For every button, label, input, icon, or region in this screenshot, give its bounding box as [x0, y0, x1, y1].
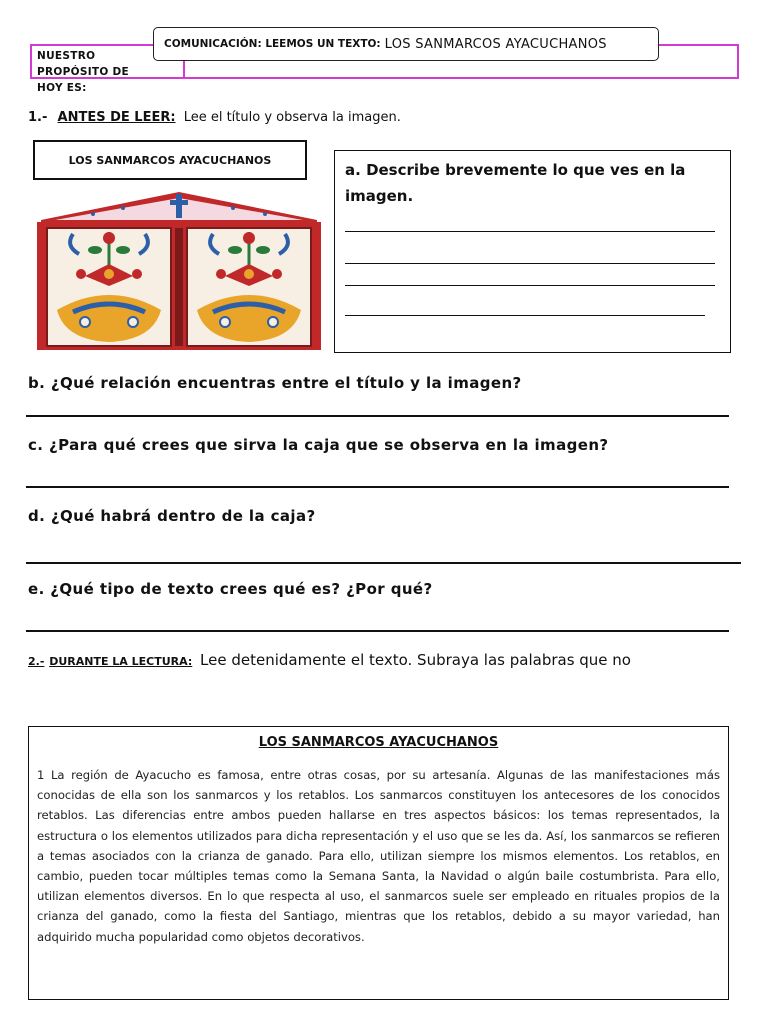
question-d-text: ¿Qué habrá dentro de la caja? — [50, 507, 316, 525]
question-d — [28, 507, 316, 525]
question-a-box — [334, 150, 731, 353]
topic-prefix: COMUNICACIÓN: LEEMOS UN TEXTO: — [164, 38, 381, 50]
answer-line-a3[interactable] — [345, 285, 715, 286]
retablo-right-door — [187, 228, 311, 346]
topic-box — [153, 27, 659, 61]
answer-line-a1[interactable] — [345, 231, 715, 232]
retablo-image — [33, 192, 325, 352]
section1-number: 1.- — [28, 110, 48, 125]
section2-text: Lee detenidamente el texto. Subraya las palabras que no — [200, 651, 631, 669]
question-c-letter: c. — [28, 436, 44, 454]
retablo-left-door — [47, 228, 171, 346]
retablo-cross — [176, 194, 182, 218]
purpose-label: NUESTRO PROPÓSITO DE HOY ES: — [37, 50, 130, 94]
section2-instruction — [28, 651, 631, 669]
section2-number: 2.- — [28, 655, 45, 668]
answer-line-e[interactable] — [26, 630, 729, 632]
answer-line-c[interactable] — [26, 486, 729, 488]
reading-body: 1 La región de Ayacucho es famosa, entre otras cosas, por su artesanía. Algunas de las manifestaciones más conocidas de ella son los sanmarcos y los retablos. Los sanmarcos constituyen los antecesores de los conocidos retablos. Las diferencias entre ambos pueden hallarse en tres aspectos básicos: los temas representados, la estructura o los elementos utilizados para dicha representación y el uso que se les da. Así, los sanmarcos se refieren a temas asociados con la crianza de ganado. Para ello, utilizan siempre los mismos elementos. Los retablos, en cambio, pueden tocar múltiples temas como la Semana Santa, la Navidad o algún baile costumbrista. Para ello, utilizan elementos diversos. En lo que respecta al uso, el sanmarcos suele ser empleado en rituales propios de la crianza del ganado, como la fiesta del Santiago, mientras que los retablos, debido a su mayor variedad, han adquirido mucha popularidad como objetos decorativos. — [37, 768, 720, 944]
question-e-text: ¿Qué tipo de texto crees qué es? ¿Por qué? — [50, 580, 433, 598]
question-e-letter: e. — [28, 580, 45, 598]
question-b-text: ¿Qué relación encuentras entre el título y la imagen? — [50, 374, 522, 392]
question-b — [28, 374, 522, 392]
question-b-letter: b. — [28, 374, 46, 392]
section1-text: Lee el título y observa la imagen. — [183, 110, 401, 125]
section2-heading: DURANTE LA LECTURA: — [49, 655, 193, 668]
question-c-text: ¿Para qué crees que sirva la caja que se observa en la imagen? — [49, 436, 609, 454]
section1-instruction — [28, 110, 401, 125]
image-title-box — [33, 140, 307, 180]
question-e — [28, 580, 433, 598]
image-title: LOS SANMARCOS AYACUCHANOS — [68, 153, 272, 167]
retablo-center-post — [175, 228, 183, 346]
answer-line-a4[interactable] — [345, 315, 705, 316]
question-a-text: Describe brevemente lo que ves en la imagen. — [345, 161, 686, 205]
answer-line-d[interactable] — [26, 562, 741, 564]
section1-heading: ANTES DE LEER: — [57, 110, 176, 125]
question-a-letter: a. — [345, 161, 361, 179]
question-d-letter: d. — [28, 507, 46, 525]
reading-box — [28, 726, 729, 1000]
topic-title: LOS SANMARCOS AYACUCHANOS — [384, 36, 607, 52]
reading-title: LOS SANMARCOS AYACUCHANOS — [258, 735, 499, 750]
question-a — [345, 157, 718, 209]
answer-line-a2[interactable] — [345, 263, 715, 264]
question-c — [28, 436, 609, 454]
answer-line-b[interactable] — [26, 415, 729, 417]
